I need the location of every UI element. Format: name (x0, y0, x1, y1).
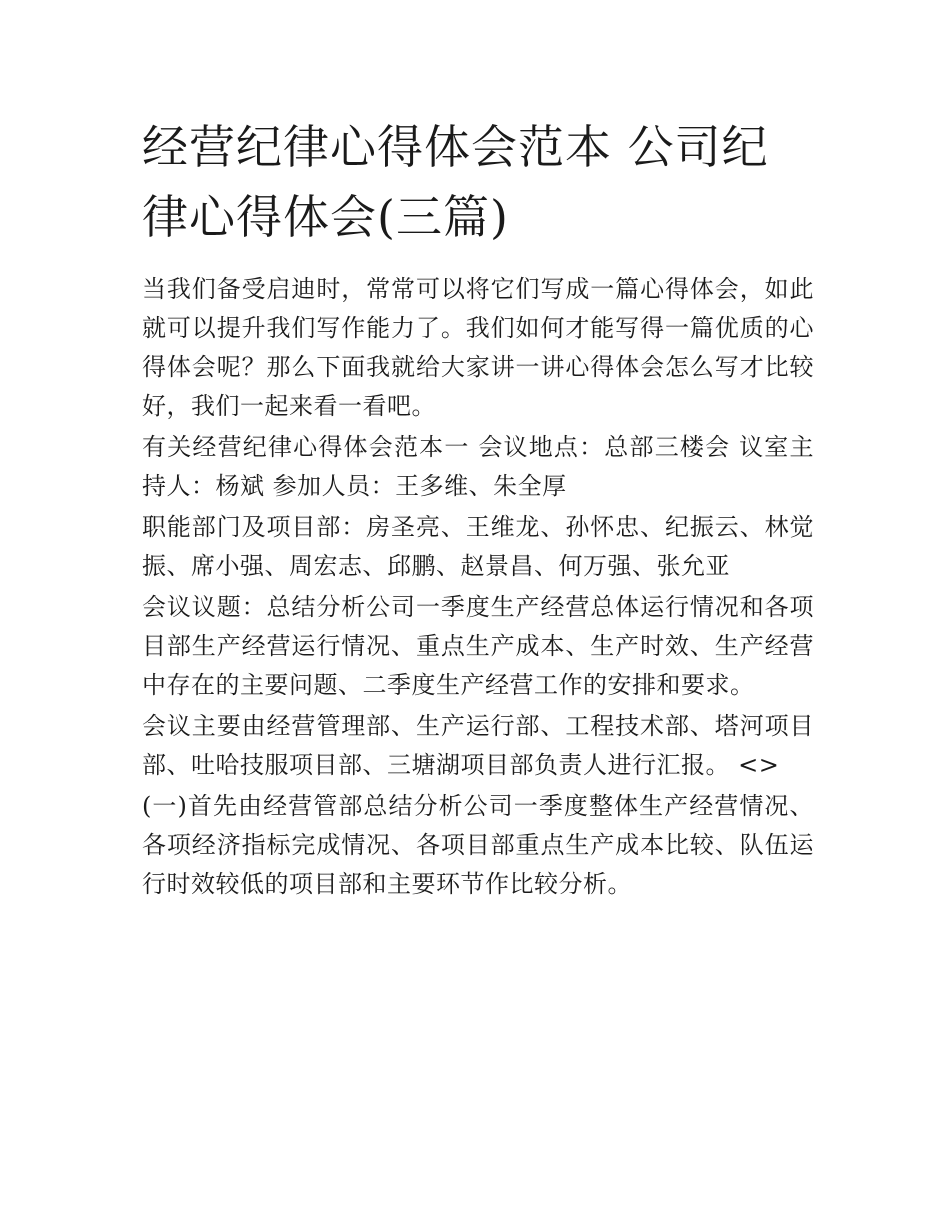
document-page (142, 112, 814, 904)
paragraph-meeting-topic: 会议议题：总结分析公司一季度生产经营总体运行情况和各项目部生产经营运行情况、重点生产成本、生产时效、生产经营中存在的主要问题、二季度生产经营工作的安排和要求。 (142, 593, 814, 699)
paragraph-meeting-info: 有关经营纪律心得体会范本一 会议地点：总部三楼会 议室主持人：杨斌 参加人员：王多维、朱全厚 (142, 433, 814, 500)
paragraph-intro: 当我们备受启迪时，常常可以将它们写成一篇心得体会，如此就可以提升我们写作能力了。我们如何才能写得一篇优质的心得体会呢？那么下面我就给大家讲一讲心得体会怎么写才比较好，我们一起来看一看吧。 (142, 275, 814, 420)
paragraph-section-one: (一)首先由经营管部总结分析公司一季度整体生产经营情况、各项经济指标完成情况、各项目部重点生产成本比较、队伍运行时效较低的项目部和主要环节作比较分析。 (142, 792, 814, 898)
document-title: 经营纪律心得体会范本 公司纪律心得体会(三篇) (142, 120, 769, 244)
paragraph-report: 会议主要由经营管理部、生产运行部、工程技术部、塔河项目部、吐哈技服项目部、三塘湖项目部负责人进行汇报。 <> (142, 712, 814, 779)
paragraph-departments: 职能部门及项目部：房圣亮、王维龙、孙怀忠、纪振云、林觉振、席小强、周宏志、邱鹏、赵景昌、何万强、张允亚 (142, 513, 814, 580)
